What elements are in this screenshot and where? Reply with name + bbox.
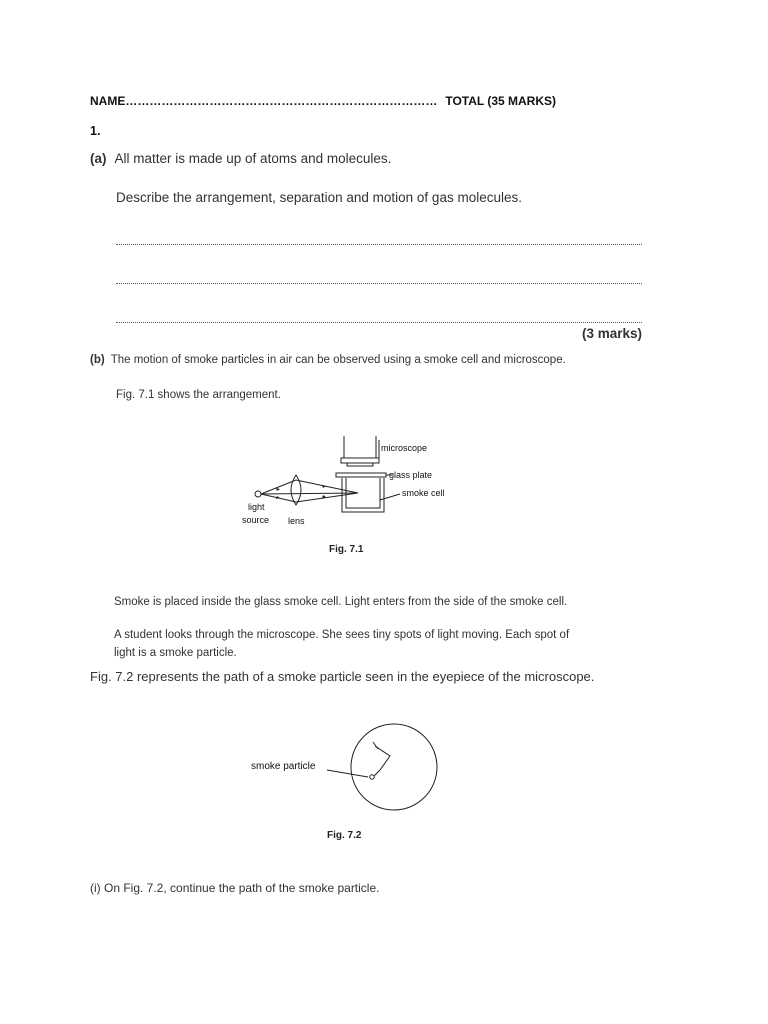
ray-4 xyxy=(296,493,358,502)
fig71-intro: Fig. 7.1 shows the arrangement. xyxy=(116,389,281,401)
smoke-cell-outer xyxy=(342,478,384,512)
ray-axis xyxy=(261,493,358,494)
part-b-label: (b) xyxy=(90,354,105,366)
label-microscope: microscope xyxy=(381,443,428,453)
microscope-collar xyxy=(341,458,379,463)
part-a-label: (a) xyxy=(90,151,107,166)
answer-line-2[interactable] xyxy=(116,283,642,284)
part-a-instruction: Describe the arrangement, separation and motion of gas molecules. xyxy=(116,190,522,205)
fig72-intro: Fig. 7.2 represents the path of a smoke particle seen in the eyepiece of the microscope. xyxy=(90,669,595,684)
particle-path xyxy=(374,746,390,776)
part-a-marks: (3 marks) xyxy=(581,326,642,341)
fig72-caption: Fig. 7.2 xyxy=(327,830,362,841)
fig71-diagram xyxy=(230,430,470,535)
particle-leader xyxy=(327,770,368,777)
paragraph-1: Smoke is placed inside the glass smoke cell. Light enters from the side of the smoke cell. xyxy=(114,596,568,608)
answer-line-1[interactable] xyxy=(116,244,642,245)
name-field-label: NAME…………………………………………………………………… xyxy=(90,94,438,108)
light-source xyxy=(255,491,261,497)
paragraph-2-line-2: light is a smoke particle. xyxy=(114,647,237,659)
part-a-statement: All matter is made up of atoms and molecules. xyxy=(114,151,392,166)
label-light: light xyxy=(248,502,265,512)
lens xyxy=(291,475,301,505)
fig71-caption: Fig. 7.1 xyxy=(329,544,364,555)
paragraph-2-line-1: A student looks through the microscope. She sees tiny spots of light moving. Each spot of xyxy=(114,629,570,641)
question-number: 1. xyxy=(90,124,101,138)
smoke-cell-leader xyxy=(380,494,400,500)
smoke-particle-dot xyxy=(370,775,374,779)
total-marks-label: TOTAL (35 MARKS) xyxy=(445,94,557,108)
label-lens: lens xyxy=(288,516,305,526)
answer-line-3[interactable] xyxy=(116,322,642,323)
microscope-objective xyxy=(347,463,373,466)
part-b-statement-line xyxy=(90,354,566,366)
eyepiece-circle xyxy=(351,724,437,810)
part-b-statement: The motion of smoke particles in air can be observed using a smoke cell and microscope. xyxy=(110,354,566,366)
label-source: source xyxy=(242,515,270,525)
ray-3 xyxy=(296,480,358,493)
sub-question-i: (i) On Fig. 7.2, continue the path of the smoke particle. xyxy=(90,881,380,895)
label-smoke-cell: smoke cell xyxy=(402,488,445,498)
label-glass-plate: glass plate xyxy=(389,470,433,480)
part-a-statement-line xyxy=(90,151,391,166)
header xyxy=(90,94,556,108)
path-start-tick xyxy=(373,742,378,749)
label-smoke-particle: smoke particle xyxy=(251,761,316,772)
fig72-diagram xyxy=(245,718,445,818)
glass-plate xyxy=(336,473,386,477)
